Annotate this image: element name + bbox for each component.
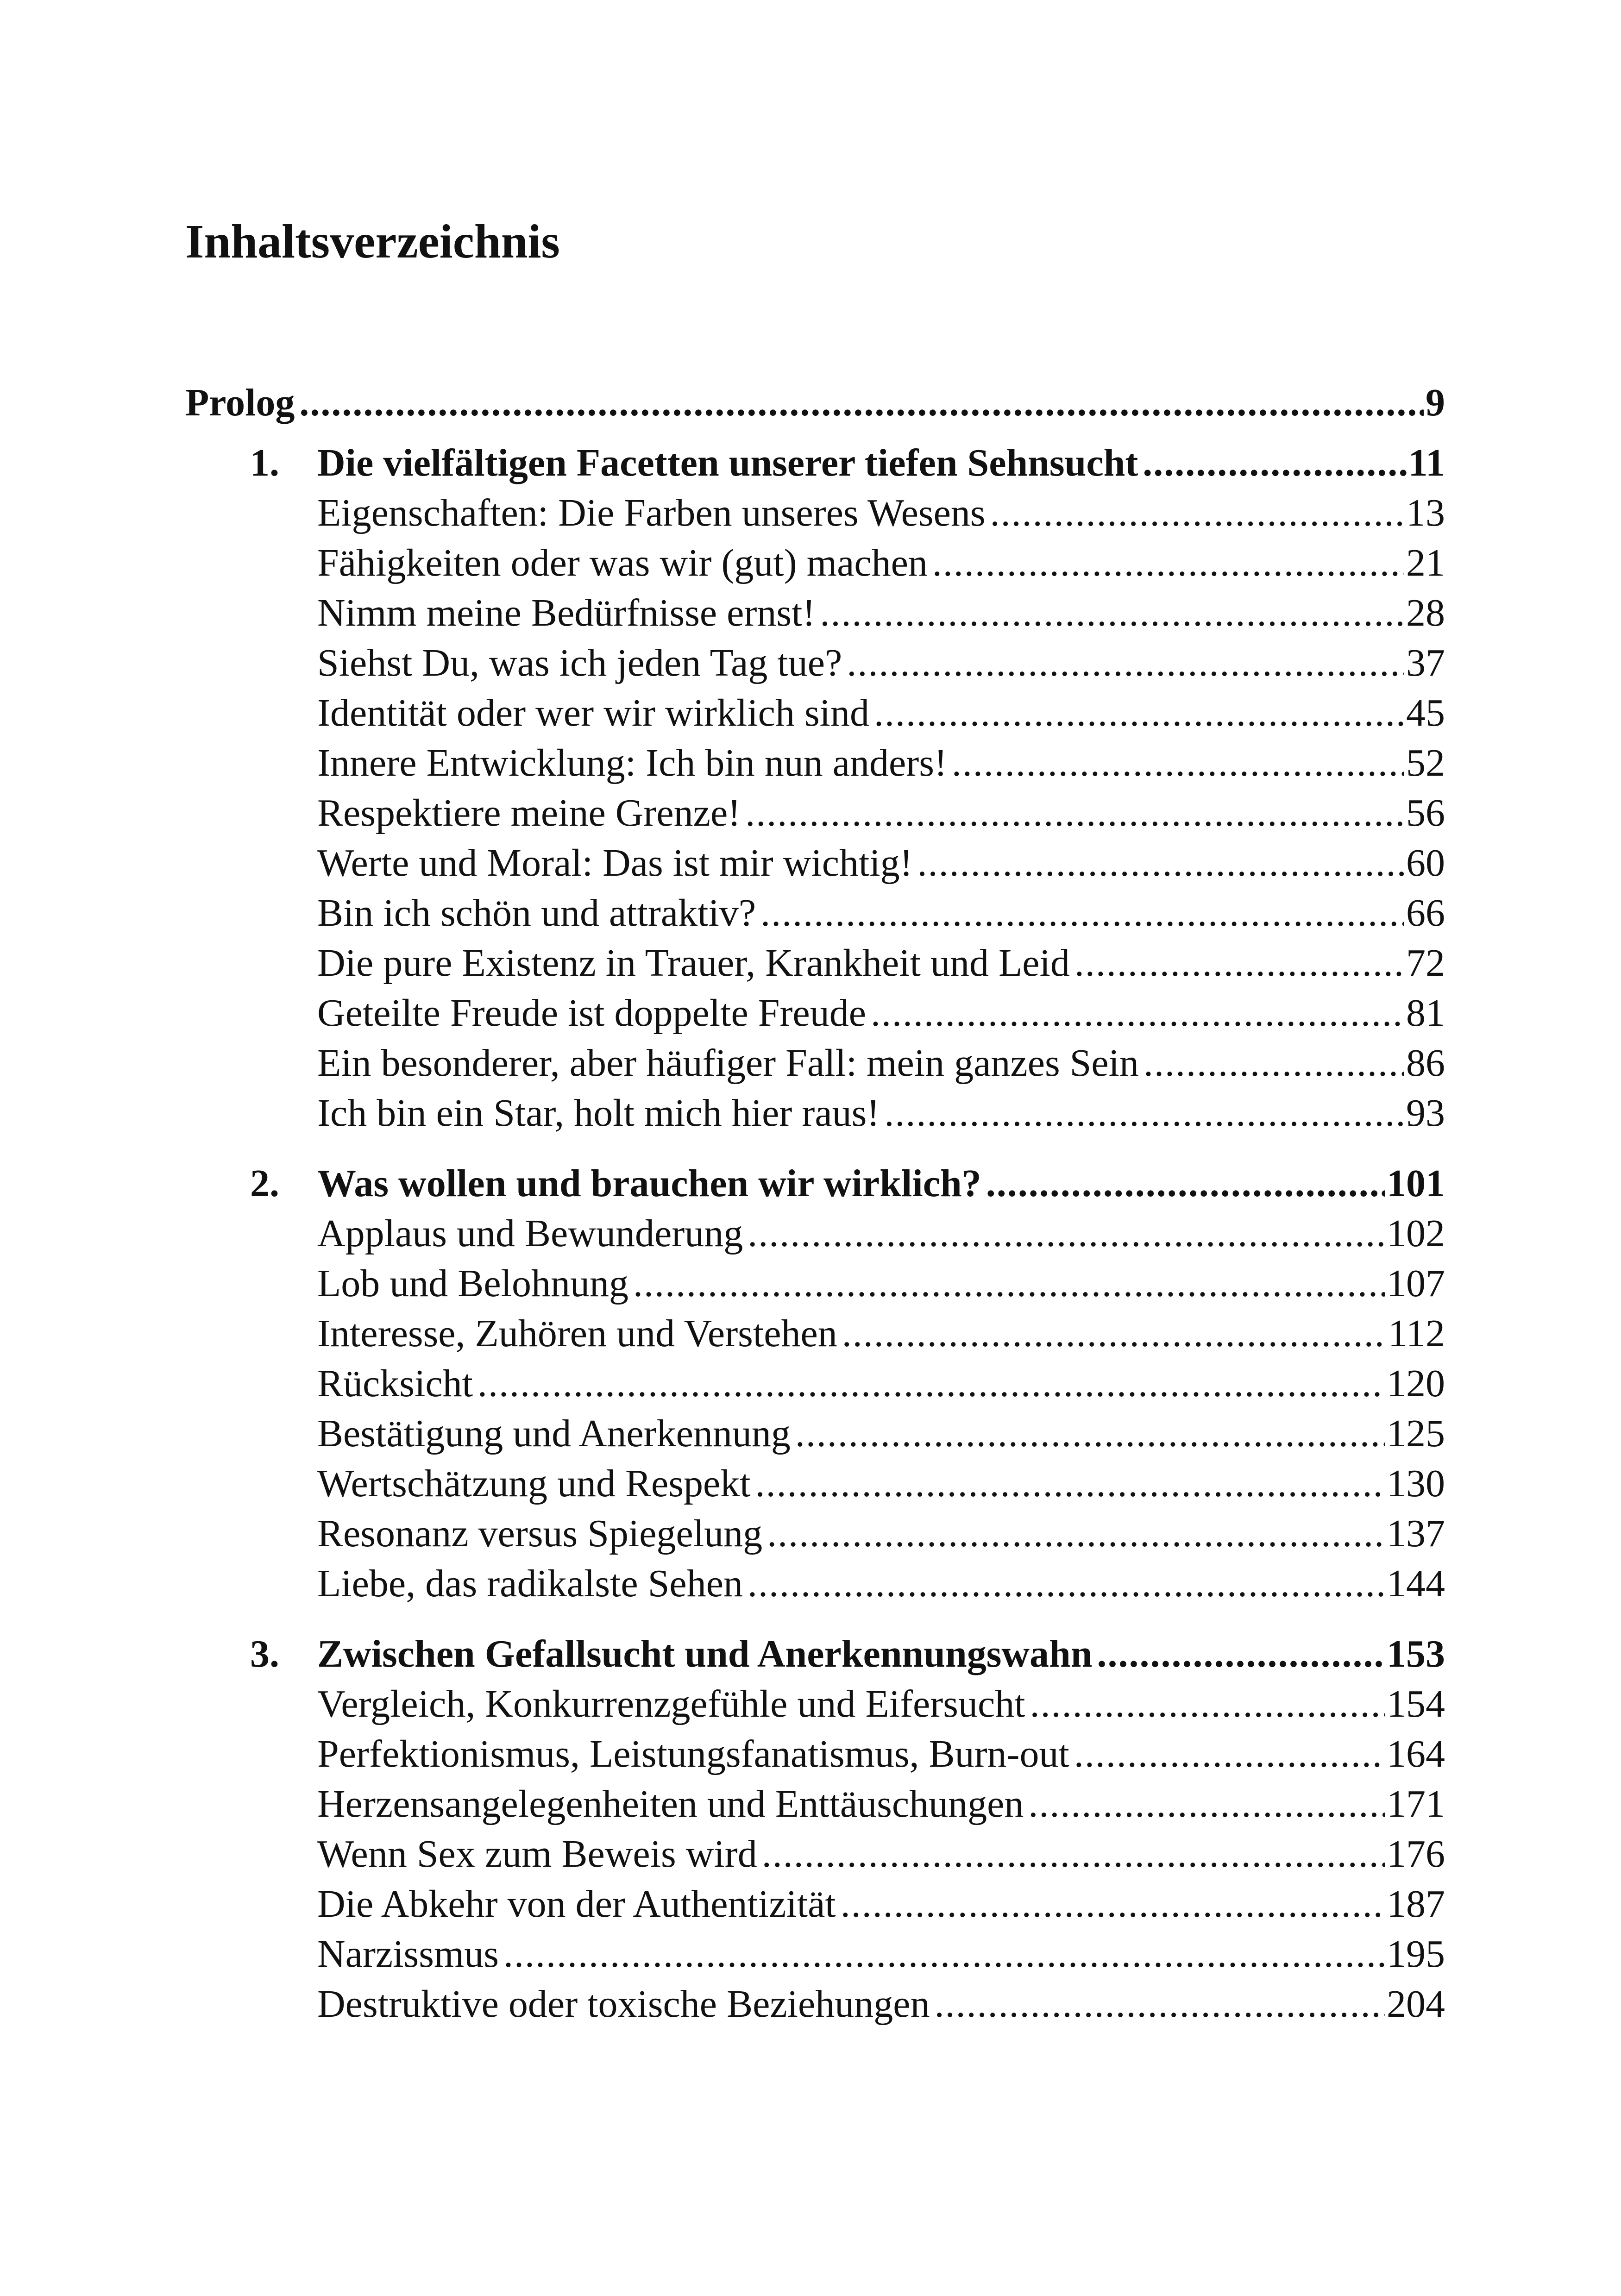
dot-leader bbox=[503, 1929, 1385, 1979]
table-of-contents bbox=[185, 378, 1445, 2029]
dot-leader bbox=[1028, 1779, 1385, 1829]
toc-section-entry bbox=[185, 1729, 1445, 1779]
toc-section-entry bbox=[185, 988, 1445, 1038]
toc-section-entry bbox=[185, 1088, 1445, 1138]
toc-section-entry bbox=[185, 638, 1445, 688]
section-title: Applaus und Bewunderung bbox=[317, 1212, 743, 1255]
dot-leader bbox=[820, 588, 1404, 638]
section-title: Respektiere meine Grenze! bbox=[317, 791, 741, 834]
toc-section-entry bbox=[185, 1259, 1445, 1309]
toc-page-number: 112 bbox=[1388, 1312, 1445, 1355]
section-title: Herzensangelegenheiten und Enttäuschungen bbox=[317, 1782, 1024, 1826]
toc-page-number: 21 bbox=[1406, 541, 1445, 584]
toc-chapter-entry bbox=[185, 438, 1445, 488]
toc-section-entry bbox=[185, 1829, 1445, 1879]
toc-page-number: 66 bbox=[1406, 891, 1445, 935]
toc-page-number: 137 bbox=[1387, 1512, 1445, 1555]
toc-section-entry bbox=[185, 1509, 1445, 1559]
dot-leader bbox=[884, 1088, 1404, 1138]
toc-page-number: 130 bbox=[1387, 1462, 1445, 1505]
toc-page-number: 45 bbox=[1406, 691, 1445, 734]
page-title: Inhaltsverzeichnis bbox=[185, 215, 560, 268]
toc-section-entry bbox=[185, 838, 1445, 888]
chapter-title: Was wollen und brauchen wir wirklich? bbox=[317, 1162, 981, 1205]
section-title: Resonanz versus Spiegelung bbox=[317, 1512, 763, 1555]
toc-page-number: 86 bbox=[1406, 1041, 1445, 1085]
section-title: Ich bin ein Star, holt mich hier raus! bbox=[317, 1092, 880, 1135]
section-title: Vergleich, Konkurrenzgefühle und Eifersucht bbox=[317, 1682, 1025, 1725]
dot-leader bbox=[841, 1879, 1385, 1929]
dot-leader bbox=[478, 1359, 1385, 1409]
toc-page-number: 187 bbox=[1387, 1882, 1445, 1926]
toc-section-entry bbox=[185, 888, 1445, 938]
section-title: Rücksicht bbox=[317, 1362, 473, 1405]
toc-prolog-entry bbox=[185, 378, 1445, 428]
dot-leader bbox=[952, 738, 1404, 788]
toc-section-entry bbox=[185, 1779, 1445, 1829]
section-title: Ein besonderer, aber häufiger Fall: mein ganzes Sein bbox=[317, 1041, 1139, 1085]
chapter-title: Die vielfältigen Facetten unserer tiefen Sehnsucht bbox=[317, 441, 1138, 484]
dot-leader bbox=[767, 1509, 1385, 1559]
toc-section-entry bbox=[185, 938, 1445, 988]
dot-leader bbox=[1030, 1679, 1385, 1729]
toc-page-number: 164 bbox=[1387, 1732, 1445, 1775]
toc-page-number: 60 bbox=[1406, 841, 1445, 885]
dot-leader bbox=[874, 688, 1404, 738]
dot-leader bbox=[932, 538, 1404, 588]
dot-leader bbox=[795, 1409, 1385, 1459]
toc-page-number: 52 bbox=[1406, 741, 1445, 784]
section-title: Geteilte Freude ist doppelte Freude bbox=[317, 991, 866, 1035]
section-title: Die pure Existenz in Trauer, Krankheit und Leid bbox=[317, 941, 1070, 985]
toc-page-number: 37 bbox=[1406, 641, 1445, 684]
toc-page-number: 102 bbox=[1387, 1212, 1445, 1255]
toc-section-entry bbox=[185, 1459, 1445, 1509]
toc-section-entry bbox=[185, 1038, 1445, 1088]
toc-page-number: 81 bbox=[1406, 991, 1445, 1035]
dot-leader bbox=[748, 1559, 1385, 1609]
toc-entry-title: Prolog bbox=[185, 381, 295, 424]
toc-page-number: 107 bbox=[1387, 1262, 1445, 1305]
section-title: Bestätigung und Anerkennung bbox=[317, 1412, 791, 1455]
section-title: Werte und Moral: Das ist mir wichtig! bbox=[317, 841, 913, 885]
dot-leader bbox=[842, 1309, 1386, 1359]
dot-leader bbox=[1143, 1038, 1404, 1088]
section-title: Identität oder wer wir wirklich sind bbox=[317, 691, 869, 734]
dot-leader bbox=[871, 988, 1404, 1038]
toc-page-number: 195 bbox=[1387, 1932, 1445, 1976]
chapter-number: 1. bbox=[250, 441, 279, 484]
toc-page-number: 11 bbox=[1408, 441, 1445, 484]
section-title: Die Abkehr von der Authentizität bbox=[317, 1882, 836, 1926]
section-title: Narzissmus bbox=[317, 1932, 499, 1976]
dot-leader bbox=[1143, 438, 1406, 488]
toc-page-number: 13 bbox=[1406, 491, 1445, 534]
dot-leader bbox=[990, 488, 1404, 538]
toc-section-entry bbox=[185, 588, 1445, 638]
toc-section-entry bbox=[185, 738, 1445, 788]
toc-chapter-entry bbox=[185, 1629, 1445, 1679]
dot-leader bbox=[935, 1979, 1385, 2029]
dot-leader bbox=[986, 1159, 1385, 1209]
section-title: Siehst Du, was ich jeden Tag tue? bbox=[317, 641, 842, 684]
dot-leader bbox=[748, 1209, 1385, 1259]
toc-section-entry bbox=[185, 1979, 1445, 2029]
toc-section-entry bbox=[185, 1879, 1445, 1929]
dot-leader bbox=[917, 838, 1404, 888]
toc-section-entry bbox=[185, 488, 1445, 538]
toc-page-number: 144 bbox=[1387, 1562, 1445, 1605]
toc-section-entry bbox=[185, 688, 1445, 738]
section-title: Bin ich schön und attraktiv? bbox=[317, 891, 756, 935]
toc-page-number: 93 bbox=[1406, 1092, 1445, 1135]
dot-leader bbox=[847, 638, 1404, 688]
section-title: Interesse, Zuhören und Verstehen bbox=[317, 1312, 837, 1355]
toc-page-number: 154 bbox=[1387, 1682, 1445, 1725]
toc-section-entry bbox=[185, 1409, 1445, 1459]
chapter-number: 3. bbox=[250, 1632, 279, 1675]
section-title: Wertschätzung und Respekt bbox=[317, 1462, 751, 1505]
toc-section-entry bbox=[185, 1559, 1445, 1609]
chapter-title: Zwischen Gefallsucht und Anerkennungswahn bbox=[317, 1632, 1093, 1675]
toc-page-number: 101 bbox=[1387, 1162, 1445, 1205]
chapter-number: 2. bbox=[250, 1162, 279, 1205]
section-title: Perfektionismus, Leistungsfanatismus, Burn-out bbox=[317, 1732, 1069, 1775]
toc-page-number: 56 bbox=[1406, 791, 1445, 834]
dot-leader bbox=[1074, 1729, 1385, 1779]
toc-page-number: 28 bbox=[1406, 591, 1445, 634]
toc-page-number: 72 bbox=[1406, 941, 1445, 985]
toc-chapter-entry bbox=[185, 1159, 1445, 1209]
toc-page-number: 153 bbox=[1387, 1632, 1445, 1675]
dot-leader bbox=[1097, 1629, 1385, 1679]
section-title: Eigenschaften: Die Farben unseres Wesens bbox=[317, 491, 986, 534]
toc-page-number: 204 bbox=[1387, 1982, 1445, 2026]
dot-leader bbox=[633, 1259, 1385, 1309]
toc-section-entry bbox=[185, 1359, 1445, 1409]
section-title: Liebe, das radikalste Sehen bbox=[317, 1562, 743, 1605]
toc-section-entry bbox=[185, 1929, 1445, 1979]
section-title: Lob und Belohnung bbox=[317, 1262, 628, 1305]
dot-leader bbox=[762, 1829, 1385, 1879]
toc-section-entry bbox=[185, 1309, 1445, 1359]
dot-leader bbox=[299, 378, 1424, 428]
toc-page-number: 171 bbox=[1387, 1782, 1445, 1826]
dot-leader bbox=[755, 1459, 1385, 1509]
section-title: Nimm meine Bedürfnisse ernst! bbox=[317, 591, 816, 634]
toc-page-number: 9 bbox=[1426, 381, 1445, 424]
section-title: Innere Entwicklung: Ich bin nun anders! bbox=[317, 741, 947, 784]
toc-page-number: 176 bbox=[1387, 1832, 1445, 1876]
toc-section-entry bbox=[185, 538, 1445, 588]
dot-leader bbox=[760, 888, 1404, 938]
toc-section-entry bbox=[185, 788, 1445, 838]
dot-leader bbox=[1074, 938, 1404, 988]
toc-section-entry bbox=[185, 1679, 1445, 1729]
section-title: Fähigkeiten oder was wir (gut) machen bbox=[317, 541, 928, 584]
toc-page-number: 125 bbox=[1387, 1412, 1445, 1455]
toc-section-entry bbox=[185, 1209, 1445, 1259]
section-title: Destruktive oder toxische Beziehungen bbox=[317, 1982, 930, 2026]
section-title: Wenn Sex zum Beweis wird bbox=[317, 1832, 757, 1876]
dot-leader bbox=[745, 788, 1404, 838]
toc-page-number: 120 bbox=[1387, 1362, 1445, 1405]
